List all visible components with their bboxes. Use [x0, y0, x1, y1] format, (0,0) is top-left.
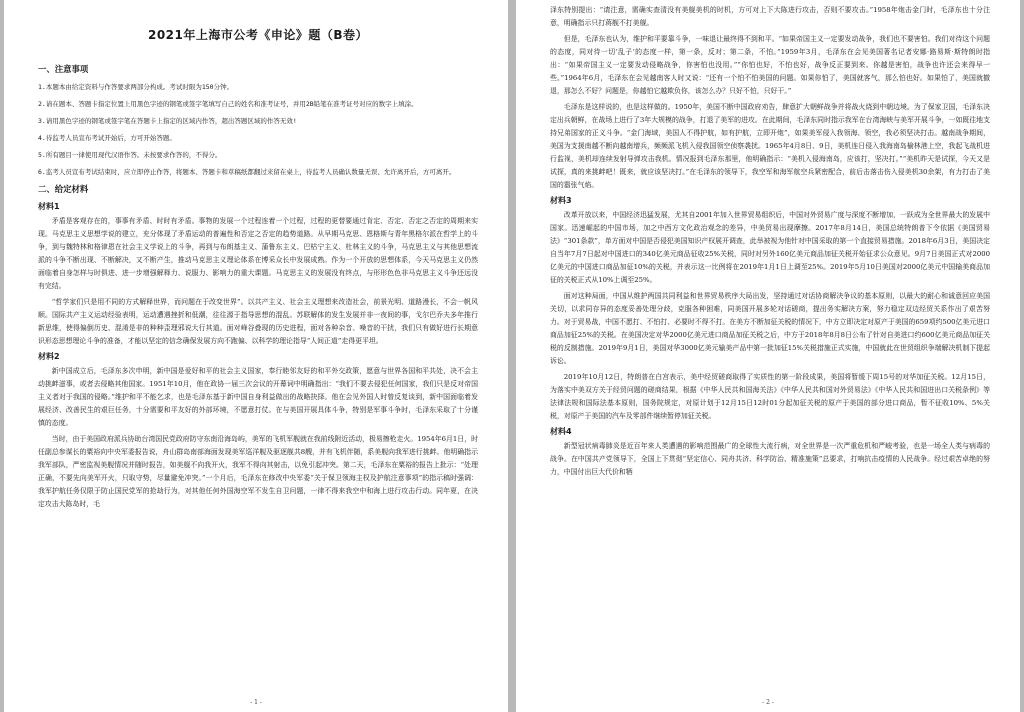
material-3-paragraph: 改革开放以来，中国经济迅猛发展，尤其自2001年加入世界贸易组织后，中国对外贸易广度与深度不断增加，一跃成为全世界最大的发展中国家。迅速崛起的中国市场，加之中西方文化政治观念的差异，中美贸易出现摩擦。2017年8月14日，美国总统特朗普下令依据《美国贸易法》“301条款”，单方面对中国是否侵犯美国知识产权展开调查，此举被视为他针对中国采取的第一个直接贸易措施。2018年6月3日，美国决定自当年7月7日起对中国进口的340亿美元商品征收25%关税，同时对另外160亿美元商品加征关税开始征求公众意见。9月7日美国正式对2000亿美元的中国进口商品加征10%的关税，并表示这一比例将在2019年1月1日上调至25%。2019年5月10日美国对2000亿美元中国输美商品加征的关税正式从10%上调至25%。 [550, 211, 990, 284]
material-1-paragraph: 矛盾是客观存在的，事事有矛盾、时时有矛盾。事物的发展一个过程连着一个过程，过程的更替要通过肯定、否定、否定之否定的周期来实现。马克思主义思想学说的建立，充分体现了矛盾运动的普遍性和否定之否定的趋势道路。从早期马克思、恩格斯与青年黑格尔派在哲学上的斗争，到与魏特林和格律恩在社会主义学说上的斗争，再到与布朗基主义、蒲鲁东主义、巴枯宁主义、杜林主义的斗争，马克思主义与其他思想流派的斗争不断出现、不断解决，又不断产生，推动马克思主义理论体系在博采众长中发展成熟。作为一个开放的思想体系，今天马克思主义仍然面临着自身怎样与时俱进、进一步增强解释力、说服力、影响力的重大课题。马克思主义的发展没有终点，与形形色色非马克思主义斗争还远没有完结。 [38, 217, 478, 290]
material-4-paragraph: 新型冠状病毒肺炎是近百年来人类遭遇的影响范围最广的全球性大流行病，对全世界是一次严重危机和严峻考验，也是一场全人类与病毒的战争。在中国共产党领导下，全国上下贯彻“坚定信心、同舟共济、科学防治、精准施策”总要求，打响抗击疫情的人民战争。经过艰苦卓绝的努力，中国付出巨大代价和牺 [550, 442, 990, 476]
document-title: 2021年上海市公考《申论》题（B卷） [147, 28, 369, 42]
material-1-paragraph: “哲学家们只是用不同的方式解释世界，而问题在于改变世界”。以共产主义、社会主义理想来改造社会，前景光明、道路漫长，不会一帆风顺。国际共产主义运动经验表明，运动遭遇挫折和低潮，往往源于指导思想的混乱。苏联解体的发生发展并非一夜间的事，戈尔巴乔夫多年推行新思维，使得偏倒历史、混淆是非的种种歪理邪说大行其道。面对峰谷叠现的历史进程，面对各种杂音、噪音的干扰，我们只有做好进行长期意识形态思想理论斗争的准备，才能以坚定的信念确保发展方向不跑偏、以科学的理论指导“人间正道”走得更平坦。 [38, 298, 478, 345]
material-2-paragraph: 但是，毛泽东也认为，维护和平要靠斗争，一味退让最终得不到和平。“如果帝国主义一定要发动战争，我们也不要害怕。我们对待这个问题的态度，同对待一切‘乱子’的态度一样，第一条，反对；第二条，不怕。”1959年3月，毛泽东在会见美国著名记者安娜·路易斯·斯特朗时指出：“如果帝国主义一定要发动侵略战争，你害怕也没用。”“你怕也好，不怕也好，战争反正要到来。你越是害怕，战争也许还会来得早一些。”1964年6月，毛泽东在会见越南客人时又说：“还有一个怕不怕美国的问题。如果你怕了，美国就客气，那么怕也好。如果怕了，美国就撤退，那怎么不好？问题是，你越怕它越欺负你，该怎么办？只好不怕，只好干。” [550, 35, 990, 95]
material-2-paragraph: 泽东特别提出：“请注意，需确实查清没有美舰美机的时机，方可对上下大陈进行攻击，否则不要攻击。”1958年炮击金门时，毛泽东也十分注意，明确指示只打蒋舰不打美舰。 [550, 6, 990, 27]
material-2-paragraph: 毛泽东是这样说的，也是这样做的。1950年，美国不断中国政府劝告，肆意扩大朝鲜战争并将战火烧到中朝边境。为了保家卫国，毛泽东决定出兵朝鲜，在战场上进行了3年大规模的战争，打退了美军的进攻。在此期间，毛泽东同时指示我军在台湾海峡与美军开展斗争，一如既往地支持兄弟国家的正义斗争。“金门海域，美国人不得护航，如有护航，立即开炮”，如果美军侵入我领海、领空，我必须坚决打击。越南战争期间，美国为支援南越不断向越南增兵，频频派飞机入侵我国领空侦察袭扰。1965年4月8日、9日，美机连日侵入我海南岛榆林港上空，我起飞战机进行监视，美机却连续发射导弹攻击我机。情况报到毛泽东那里，他明确指示：“美机入侵海南岛，应该打，坚决打。”“美机昨天是试探，今天又是试探，真的来挑衅吧！既来，就应该坚决打。”在毛泽东的领导下，我空军和海军航空兵紧密配合，前后击落击伤入侵美机30余架，有力打击了美国的嚣张气焰。 [550, 103, 990, 189]
material-2-paragraph: 新中国成立后，毛泽东多次申明，新中国是爱好和平的社会主义国家，奉行睦邻友好的和平外交政策，愿意与世界各国和平共处，决不会主动挑衅滋事，或者去侵略其他国家。1951年10月，他在政协一届三次会议的开幕词中明确指出：“我们不要去侵犯任何国家，我们只是反对帝国主义者对于我国的侵略。”维护和平不能乞求，也是毛泽东基于新中国自身利益做出的战略抉择。他在会见外国人时曾反复谈到，新中国面临着发展经济、改善民生的艰巨任务，十分需要和平友好的外部环境，不愿意打仗。在与美国开展具体斗争，特别是军事斗争时，毛泽东采取了十分谨慎的态度。 [38, 367, 478, 427]
material-3-heading: 材料3 [550, 196, 572, 205]
document-page-2 [516, 0, 1020, 712]
material-2-paragraph: 当时，由于美国政府派兵协助台湾国民党政府防守东南沿海岛屿，美军的飞机军舰就在我前线附近活动，极易擦枪走火。1954年6月1日，时任副总参谋长的粟裕向中央军委报告说，舟山群岛南部海面发现美军巡洋舰及驱逐舰共8艘，并有飞机伴随，系美舰向我军进行挑衅。他明确指示我军部队，严密监视美舰情况并随时报告，如美舰不向我开火，我军不得向其射击，以免引起冲突。第二天，毛泽东在粟裕的报告上批示：“处理正确，不要先向美军开火，只取守势，尽量避免冲突。”一个月后，毛泽东在修改中央军委“关于保卫领海主权及护航注意事项”的指示稿时强调：我军护航任务仅限于防止国民党军的抢劫行为，对其他任何外国海空军不发生自卫问题，一律不得来我空中和海上进行攻击行动。同年夏，在决定攻击大陈岛时，毛 [38, 435, 478, 508]
notice-item: 1.本题本由给定资料与作答要求两部分构成。考试时限为150分钟。 [38, 83, 234, 91]
document-page-1 [4, 0, 508, 712]
material-3-paragraph: 2019年10月12日，特朗普在白宫表示，美中经贸磋商取得了实质性的第一阶段成果，美国将暂缓下周15号的对华加征关税。12月15日，为落实中美双方关于经贸问题的磋商结果，根据《中华人民共和国海关法》《中华人民共和国对外贸易法》《中华人民共和国进出口关税条例》等法律法规和国际法基本原则，国务院规定，对原计划于12月15日12时01分起加征关税的原产于美国的部分进口商品，暂不征收10%、5%关税，对原产于美国的汽车及零部件继续暂停加征关税。 [550, 373, 990, 420]
material-2-heading: 材料2 [38, 352, 60, 361]
notice-item: 3.请用黑色字迹的钢笔或签字笔在答题卡上指定的区域内作答，超出答题区域的作答无效! [38, 117, 297, 125]
notice-item: 5.所有题目一律使用现代汉语作答。未按要求作答的，不得分。 [38, 151, 222, 159]
material-3-paragraph: 面对这种局面，中国从维护两国共同利益和世界贸易秩序大局出发，坚持通过对话协商解决争议的基本原则，以最大的耐心和诚意回应美国关切，以求同存异的态度妥善处理分歧，克服各种困难，同美国开展多轮对话磋商，提出务实解决方案，努力稳定双边经贸关系作出了艰苦努力。对于贸易战，中国不愿打、不怕打、必要时不得不打。在美方不断加征关税的情况下，中方立即决定对原产于美国的659项约500亿美元进口商品加征25%的关税。在美国决定对华2000亿美元进口商品加征关税之后，中方于2018年8月8日公布了针对自美进口约600亿美元商品加征关税的反制措施。2019年9月1日，美国对华3000亿美元输美产品中第一批加征15%关税措施正式实施，中国就此在世贸组织争端解决机制下提起诉讼。 [550, 292, 990, 365]
notice-item: 2.请在题本、答题卡指定位置上用黑色字迹的钢笔或签字笔填写自己的姓名和准考证号，并用2B铅笔在准考证号对应的数字上填涂。 [38, 100, 418, 108]
section-heading-materials: 二、给定材料 [38, 184, 89, 194]
page-number: - 1 - [250, 699, 262, 706]
material-1-heading: 材料1 [38, 202, 60, 211]
section-heading-notices: 一、注意事项 [38, 64, 89, 74]
material-4-heading: 材料4 [550, 427, 572, 436]
notice-item: 6.监考人员宣布考试结束时，应立即停止作答，将题本、答题卡和草稿纸都翻过来留在桌上，待监考人员确认数量无误、允许离开后，方可离开。 [38, 168, 456, 176]
notice-item: 4.待监考人员宣布考试开始后，方可开始答题。 [38, 134, 176, 142]
page-number: - 2 - [762, 699, 774, 706]
